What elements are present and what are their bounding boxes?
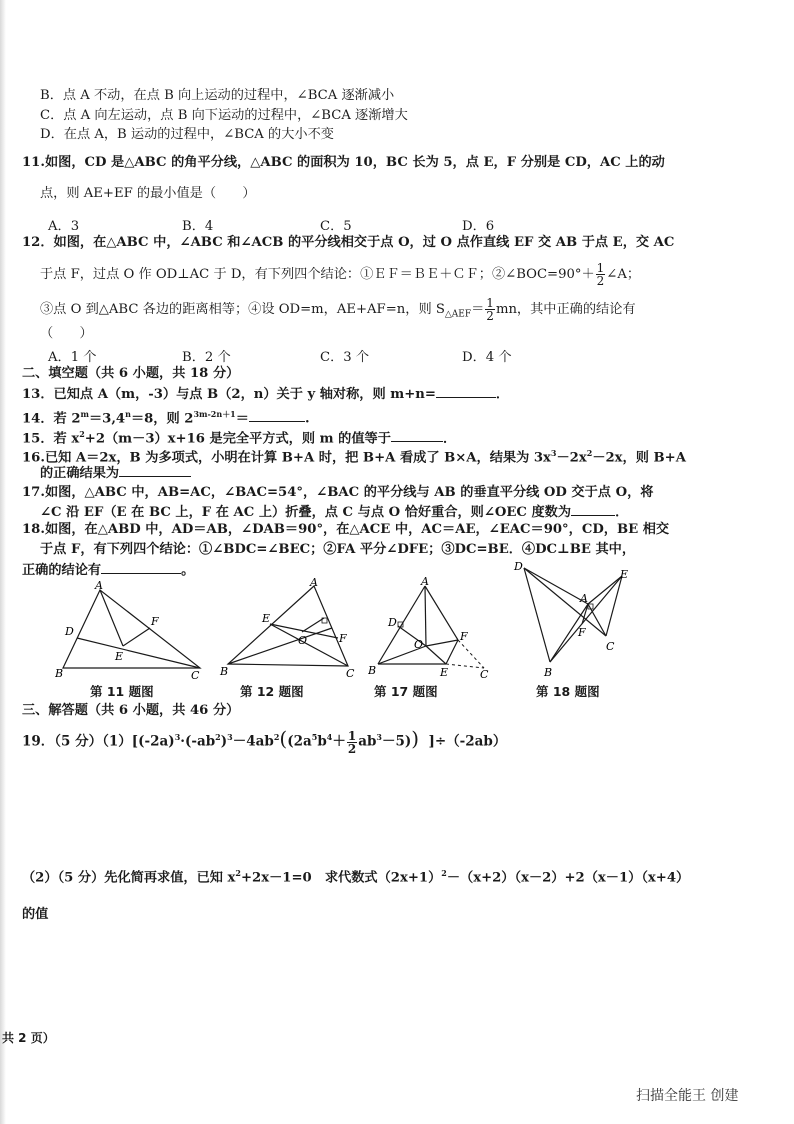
- fig18-label-a: A: [580, 592, 588, 605]
- fig11-label-c: C: [191, 669, 200, 680]
- fig18-label-b: B: [544, 666, 553, 679]
- answer-blank: [119, 464, 191, 477]
- q12-stem-text: 于点 F，过点 O 作 OD⊥AC 于 D，有下列四个结论：①ＥＦ＝ＢＥ＋ＣＦ；②∠BOC=90°＋: [40, 267, 595, 282]
- fig12-label-o: O: [298, 634, 308, 647]
- q18-line2: 于点 F，有下列四个结论：①∠BDC=∠BEC；②FA 平分∠DFE；③DC=BE．④DC⊥BE 其中，: [40, 542, 636, 557]
- q10-option-b: B．点 A 不动，在点 B 向上运动的过程中，∠BCA 逐渐减小: [40, 88, 395, 103]
- fig17-label-b: B: [368, 664, 377, 677]
- q18-line3: 正确的结论有 。: [22, 563, 195, 578]
- fig18-label-e: E: [620, 568, 629, 581]
- fig17-label-e: E: [440, 666, 449, 679]
- q12-stem-line3: ③点 O 到△ABC 各边的距离相等；④设 OD=m，AE+AF=n，则 $S_{\triangle AEF}=$ $\frac{1}{2}$ mn，其中正确的结论有: [40, 296, 636, 323]
- half-fraction: $\frac{1}{2}$: [486, 296, 494, 323]
- answer-blank: [249, 409, 305, 422]
- figure-17-caption: 第 17 题图: [374, 684, 438, 699]
- q10-option-c: C．点 A 向左运动，点 B 向下运动的过程中，∠BCA 逐渐增大: [40, 108, 408, 123]
- fig12-label-e: E: [262, 612, 271, 625]
- page-footer: 共 2 页）: [2, 1031, 55, 1045]
- q19-part2-tail: 的值: [22, 907, 49, 922]
- answer-blank: [391, 429, 443, 442]
- section-2-heading: 二、填空题（共 6 小题，共 18 分）: [22, 366, 240, 381]
- fig12-label-a: A: [310, 578, 318, 589]
- q19-part1: 19．（5 分）$(1)[(-2a)^3\cdot(-ab^2)^3-4ab^2((2a^5b^4+$ $\frac{1}{2}$ $ab^3-5$)) ]÷（-2ab）: [22, 726, 507, 756]
- q11-stem-line2: 点，则 AE+EF 的最小值是（ ）: [40, 186, 256, 201]
- q19-part2: （2）（5 分）先化简再求值，已知 $x^2+2x-1=0$ 求代数式$(2x+1)^2-(x+2)(x-2)+2(x-1)(x+4)$: [22, 868, 690, 886]
- fig11-label-f: F: [151, 615, 159, 628]
- fig17-label-a: A: [421, 576, 429, 588]
- half-fraction: $\frac{1}{2}$: [347, 728, 357, 756]
- q16-line1: 16.已知 A＝2x，B 为多项式，小明在计算 B+A 时，把 B+A 看成了 B×A，结果为 $3x^3-2x^2-2x$，则 B+A: [22, 448, 686, 466]
- fig17-label-o: O: [414, 638, 424, 651]
- fig17-label-d: D: [388, 616, 397, 629]
- q12-stem-line1: 12．如图，在△ABC 中，∠ABC 和∠ACB 的平分线相交于点 O，过 O 点作直线 EF 交 AB 于点 E，交 AC: [22, 235, 675, 250]
- scanner-watermark: 扫描全能王 创建: [636, 1088, 739, 1104]
- answer-blank: [436, 385, 496, 398]
- figure-17: [368, 576, 498, 680]
- q17-line2: ∠C 沿 EF（E 在 BC 上，F 在 AC 上）折叠，点 C 与点 O 恰好重合，则∠OEC 度数为 ．: [40, 505, 629, 520]
- fig12-label-b: B: [220, 665, 229, 678]
- fig12-label-f: F: [339, 632, 347, 645]
- figure-11: [55, 580, 210, 680]
- fig18-label-d: D: [514, 560, 523, 573]
- q11-stem-line1: 11.如图，CD 是△ABC 的角平分线，△ABC 的面积为 10，BC 长为 5，点 E，F 分别是 CD，AC 上的动: [22, 155, 665, 170]
- q13: 13．已知点 A（m，-3）与点 B（2，n）关于 y 轴对称，则 m+n= ．: [22, 387, 510, 402]
- q12-stem-text: ∠A；: [606, 267, 641, 282]
- q18-line1: 18.如图，在△ABD 中，AD＝AB，∠DAB＝90°，在△ACE 中，AC＝AE，∠EAC＝90°，CD，BE 相交: [22, 522, 670, 537]
- q11-option-c: C．5: [320, 219, 352, 234]
- q12-paren: （ ）: [40, 326, 93, 341]
- fig17-label-c: C: [480, 668, 489, 680]
- q11-option-b: B．4: [182, 219, 214, 234]
- figure-11-caption: 第 11 题图: [90, 684, 154, 699]
- figure-18: [510, 558, 640, 680]
- figure-18-caption: 第 18 题图: [536, 684, 600, 699]
- q12-option-c: C．3 个: [320, 350, 370, 365]
- q12-stem-text: mn，其中正确的结论有: [495, 302, 636, 317]
- q14: 14．若 $2^m=3,4^n=8$，则 $2^{3m-2n+1}=$ .: [22, 409, 310, 427]
- q11-option-a: A．3: [48, 219, 80, 234]
- area-subscript: △AEF: [444, 309, 472, 320]
- q17-line1: 17.如图，△ABC 中，AB=AC，∠BAC=54°，∠BAC 的平分线与 AB 的垂直平分线 OD 交于点 O，将: [22, 485, 654, 500]
- section-3-heading: 三、解答题（共 6 小题，共 46 分）: [22, 703, 240, 718]
- half-fraction: $\frac{1}{2}$: [596, 261, 605, 288]
- figure-12-caption: 第 12 题图: [240, 684, 304, 699]
- q12-stem-text: ③点 O 到△ABC 各边的距离相等；④设 OD=m，AE+AF=n，则 S: [40, 302, 445, 317]
- q12-option-a: A．1 个: [48, 350, 97, 365]
- fig18-label-f: F: [578, 626, 586, 639]
- figure-12: [218, 578, 363, 680]
- fig12-label-c: C: [346, 667, 355, 680]
- q15: 15．若 $x^2+2(m-3)x+16$ 是完全平方式，则 m 的值等于 ．: [22, 429, 457, 447]
- fig11-label-a: A: [95, 580, 103, 592]
- answer-blank: [571, 503, 615, 516]
- fig17-label-f: F: [460, 630, 468, 643]
- q12-option-d: D．4 个: [462, 350, 512, 365]
- q16-line2: 的正确结果为: [40, 464, 191, 483]
- q12-option-b: B．2 个: [182, 350, 231, 365]
- fig11-label-e: E: [115, 650, 124, 663]
- scan-edge-shadow: [0, 0, 6, 1124]
- fig11-label-b: B: [55, 667, 64, 680]
- q11-option-d: D．6: [462, 219, 495, 234]
- answer-blank: [101, 561, 181, 574]
- fig18-label-c: C: [606, 640, 615, 653]
- q12-stem-line2: [40, 262, 640, 287]
- q10-option-d: D．在点 A，B 运动的过程中，∠BCA 的大小不变: [40, 127, 334, 142]
- fig11-label-d: D: [65, 625, 74, 638]
